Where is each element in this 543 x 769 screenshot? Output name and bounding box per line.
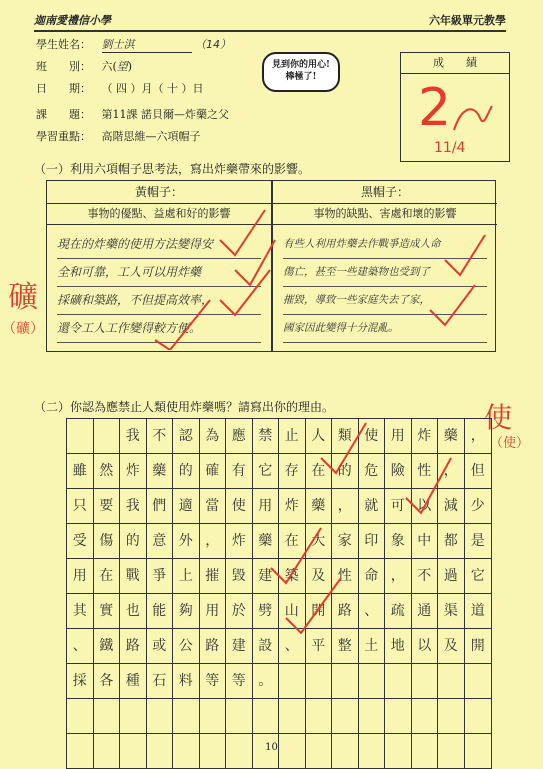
grid-cell: 藥 bbox=[306, 489, 333, 523]
yellow-line: 還令工人工作變得較方便。 bbox=[57, 315, 261, 343]
grid-cell: 渠 bbox=[438, 594, 465, 628]
grid-cell: 築 bbox=[279, 559, 306, 593]
grid-cell: 、 bbox=[359, 594, 386, 628]
grid-cell: 炸 bbox=[120, 454, 147, 488]
grid-cell: 整 bbox=[332, 629, 359, 663]
grid-cell: ， bbox=[332, 489, 359, 523]
grid-cell: 以 bbox=[412, 489, 439, 523]
grid-cell: 鐵 bbox=[94, 629, 121, 663]
grid-cell: 實 bbox=[94, 594, 121, 628]
grid-cell: 戰 bbox=[120, 559, 147, 593]
grid-cell: 我 bbox=[120, 419, 147, 453]
class-label: 班 別： bbox=[36, 60, 91, 73]
grid-cell: 用 bbox=[200, 594, 227, 628]
grid-cell bbox=[465, 699, 492, 733]
student-number: （14） bbox=[195, 38, 231, 51]
grid-cell: 存 bbox=[279, 454, 306, 488]
grid-cell: 及 bbox=[438, 629, 465, 663]
grid-cell: 只 bbox=[67, 489, 94, 523]
grid-cell: 使 bbox=[359, 419, 386, 453]
grid-cell: 禁 bbox=[253, 419, 280, 453]
grid-cell: 建 bbox=[253, 559, 280, 593]
grid-cell: 有 bbox=[226, 454, 253, 488]
grid-cell: 開 bbox=[470, 638, 485, 654]
student-name-row bbox=[36, 36, 231, 53]
grid-cell bbox=[385, 664, 412, 698]
grid-cell: 於 bbox=[226, 594, 253, 628]
grid-cell bbox=[94, 699, 121, 733]
section2-heading: （二）你認為應禁止人類使用炸藥嗎？請寫出你的理由。 bbox=[34, 400, 335, 414]
correction-shi: 使 bbox=[484, 401, 513, 434]
grid-cell: 也 bbox=[120, 594, 147, 628]
yellow-hat-subtitle: 事物的優點、益處和好的影響 bbox=[47, 203, 271, 225]
unit-title: 六年級單元教學 bbox=[429, 14, 506, 27]
grid-cell: 都 bbox=[438, 524, 465, 558]
grid-cell: ， bbox=[438, 454, 465, 488]
grid-cell: 上 bbox=[173, 559, 200, 593]
grid-cell: 減 bbox=[438, 489, 465, 523]
grid-cell: 在 bbox=[279, 524, 306, 558]
correction-kuang: 礦 bbox=[8, 280, 38, 315]
grid-cell: 險 bbox=[385, 454, 412, 488]
date-value: （ 四 ）月（ 十 ）日 bbox=[101, 82, 204, 95]
grid-cell: ， bbox=[385, 559, 412, 593]
grid-cell: 應 bbox=[226, 419, 253, 453]
correction-kuang-paren: （礦） bbox=[2, 321, 44, 337]
grid-cell: 藥 bbox=[438, 419, 465, 453]
grid-cell: 雖 bbox=[67, 454, 94, 488]
grid-cell: 確 bbox=[200, 454, 227, 488]
grid-cell: 們 bbox=[147, 489, 174, 523]
grid-cell: 大 bbox=[306, 524, 333, 558]
class-value: 望 bbox=[116, 60, 128, 73]
grid-cell: 為 bbox=[200, 419, 227, 453]
school-name: 迦南愛禮信小學 bbox=[34, 14, 111, 27]
grid-cell bbox=[173, 699, 200, 733]
grid-cell: 在 bbox=[94, 559, 121, 593]
grid-cell: 印 bbox=[359, 524, 386, 558]
yellow-line: 現在的炸藥的使用方法變得安 bbox=[57, 231, 261, 259]
grid-cell: 能 bbox=[147, 594, 174, 628]
page-number: 10 bbox=[265, 742, 278, 753]
grid-cell: 其 bbox=[67, 594, 94, 628]
grid-cell: 當 bbox=[200, 489, 227, 523]
grid-cell bbox=[306, 664, 333, 698]
grid-cell: 過 bbox=[438, 559, 465, 593]
grid-cell: 路 bbox=[120, 629, 147, 663]
grid-cell: 土 bbox=[359, 629, 386, 663]
grid-cell: 家 bbox=[332, 524, 359, 558]
section1-heading: （一）利用六項帽子思考法，寫出炸藥帶來的影響。 bbox=[34, 162, 311, 176]
grid-cell bbox=[226, 699, 253, 733]
grid-cell bbox=[306, 699, 333, 733]
grid-cell: 的 bbox=[173, 454, 200, 488]
grade-label: 成 績 bbox=[401, 53, 509, 74]
grid-cell: 類 bbox=[332, 419, 359, 453]
grid-cell bbox=[200, 699, 227, 733]
grid-cell: 少 bbox=[470, 498, 485, 514]
grid-cell: 它 bbox=[253, 454, 280, 488]
grid-cell: 傷 bbox=[94, 524, 121, 558]
grid-cell: 認 bbox=[173, 419, 200, 453]
grid-cell: 藥 bbox=[253, 524, 280, 558]
praise-sticker bbox=[262, 52, 340, 92]
grid-cell: 藥 bbox=[147, 454, 174, 488]
grid-cell: 料 bbox=[173, 664, 200, 698]
grid-cell: 受 bbox=[67, 524, 94, 558]
grid-cell: 及 bbox=[306, 559, 333, 593]
grid-cell: 路 bbox=[332, 594, 359, 628]
date-label: 日 期： bbox=[36, 82, 91, 95]
black-hat-subtitle: 事物的缺點、害處和壞的影響 bbox=[273, 203, 497, 225]
black-line: 傷亡，甚至一些建築物也受到了 bbox=[283, 259, 487, 287]
grid-cell bbox=[385, 699, 412, 733]
grid-cell: 用 bbox=[385, 419, 412, 453]
grid-cell: 劈 bbox=[253, 594, 280, 628]
grid-cell: 命 bbox=[359, 559, 386, 593]
sticker-line-2: 棒極了! bbox=[285, 72, 317, 82]
grid-cell: 中 bbox=[412, 524, 439, 558]
grid-cell: 不 bbox=[412, 559, 439, 593]
grid-cell: 炸 bbox=[279, 489, 306, 523]
focus-label: 學習重點： bbox=[36, 130, 91, 143]
grid-cell: 它 bbox=[470, 568, 485, 584]
grid-cell: 在 bbox=[306, 454, 333, 488]
grid-cell bbox=[120, 699, 147, 733]
black-line: 摧毀，導致一些家庭失去了家， bbox=[283, 287, 487, 315]
grid-cell: 外 bbox=[173, 524, 200, 558]
grid-cell: 適 bbox=[173, 489, 200, 523]
black-hat-title: 黑帽子： bbox=[360, 185, 409, 199]
student-name-value: 劉士淇 bbox=[102, 36, 192, 53]
grid-cell bbox=[438, 699, 465, 733]
date-row bbox=[36, 80, 204, 96]
grid-cell: 毀 bbox=[226, 559, 253, 593]
grid-cell bbox=[279, 699, 306, 733]
grid-cell bbox=[359, 664, 386, 698]
grid-cell: 石 bbox=[147, 664, 174, 698]
focus-row bbox=[36, 128, 201, 144]
grid-cell: 但 bbox=[470, 463, 485, 479]
grid-cell: 公 bbox=[173, 629, 200, 663]
grid-cell: 或 bbox=[147, 629, 174, 663]
grid-cell: 使 bbox=[226, 489, 253, 523]
grid-cell: 不 bbox=[147, 419, 174, 453]
grid-cell: 設 bbox=[253, 629, 280, 663]
grid-cell: 可 bbox=[385, 489, 412, 523]
grid-cell: 我 bbox=[120, 489, 147, 523]
grid-row bbox=[67, 664, 491, 699]
grid-cell: 性 bbox=[412, 454, 439, 488]
grid-cell bbox=[412, 664, 439, 698]
grid-cell: 、 bbox=[67, 629, 94, 663]
red-tick-marks bbox=[60, 200, 500, 350]
grid-cell: 炸 bbox=[412, 419, 439, 453]
grade-scribble bbox=[448, 100, 498, 140]
page-header bbox=[34, 8, 506, 32]
grid-cell: 山 bbox=[279, 594, 306, 628]
grid-cell: 用 bbox=[67, 559, 94, 593]
grid-cell: 平 bbox=[306, 629, 333, 663]
grid-cell bbox=[67, 699, 94, 733]
grid-cell: ， bbox=[200, 524, 227, 558]
black-line: 國家因此變得十分混亂。 bbox=[283, 315, 487, 343]
grid-cell: 危 bbox=[359, 454, 386, 488]
grid-cell: ， bbox=[470, 428, 485, 444]
grid-cell: 等 bbox=[226, 664, 253, 698]
grid-cell: 要 bbox=[94, 489, 121, 523]
correction-shi-paren: （使） bbox=[490, 436, 530, 451]
yellow-line: 全和可靠，工人可以用炸藥 bbox=[57, 259, 261, 287]
grid-cell: 、 bbox=[279, 629, 306, 663]
black-line: 有些人利用炸藥去作戰爭造成人命 bbox=[283, 231, 487, 259]
grid-cell: 夠 bbox=[173, 594, 200, 628]
grid-cell: 人 bbox=[306, 419, 333, 453]
grid-cell: 就 bbox=[359, 489, 386, 523]
red-grid-marks bbox=[66, 418, 490, 658]
grade-date: 11/4 bbox=[434, 140, 466, 156]
grid-cell: 疏 bbox=[385, 594, 412, 628]
grid-cell: 然 bbox=[94, 454, 121, 488]
grid-cell bbox=[147, 699, 174, 733]
lesson-label: 課 題： bbox=[36, 108, 91, 121]
grid-cell bbox=[438, 664, 465, 698]
grid-cell: 種 bbox=[120, 664, 147, 698]
grid-cell: 摧 bbox=[200, 559, 227, 593]
grid-cell: 等 bbox=[200, 664, 227, 698]
grid-cell: 意 bbox=[147, 524, 174, 558]
grid-row bbox=[67, 699, 491, 734]
grid-cell: 止 bbox=[279, 419, 306, 453]
yellow-hat-title: 黃帽子： bbox=[134, 185, 183, 199]
class-row bbox=[36, 58, 132, 74]
grid-cell bbox=[279, 664, 306, 698]
lesson-row bbox=[36, 106, 229, 122]
grid-cell: 炸 bbox=[226, 524, 253, 558]
grid-cell: 爭 bbox=[147, 559, 174, 593]
lesson-value: 第11課 諾貝爾—炸藥之父 bbox=[101, 108, 229, 121]
grid-cell: 道 bbox=[470, 603, 485, 619]
grid-cell: 。 bbox=[253, 664, 280, 698]
grid-cell bbox=[332, 699, 359, 733]
class-suffix: ) bbox=[127, 60, 133, 73]
class-prefix: 六( bbox=[101, 60, 117, 73]
grid-cell bbox=[253, 699, 280, 733]
grid-cell: 開 bbox=[306, 594, 333, 628]
grade-mark: 2 bbox=[418, 78, 452, 138]
grid-cell: 地 bbox=[385, 629, 412, 663]
student-name-label: 學生姓名： bbox=[36, 38, 91, 51]
grid-cell: 象 bbox=[385, 524, 412, 558]
grid-cell: 通 bbox=[412, 594, 439, 628]
sticker-line-1: 見到你的用心! bbox=[272, 60, 330, 70]
grid-cell: 性 bbox=[332, 559, 359, 593]
focus-value: 高階思維—六項帽子 bbox=[101, 130, 201, 143]
grid-cell bbox=[412, 699, 439, 733]
grid-cell: 路 bbox=[200, 629, 227, 663]
grid-cell: 建 bbox=[226, 629, 253, 663]
grid-cell: 採 bbox=[67, 664, 94, 698]
grid-cell: 的 bbox=[120, 524, 147, 558]
grid-cell: 的 bbox=[332, 454, 359, 488]
grid-cell: 用 bbox=[253, 489, 280, 523]
grid-cell bbox=[332, 664, 359, 698]
grid-cell: 是 bbox=[470, 533, 485, 549]
grid-cell bbox=[465, 664, 492, 698]
grid-cell: 各 bbox=[94, 664, 121, 698]
yellow-line: 採礦和築路，不但提高效率， bbox=[57, 287, 261, 315]
grid-cell bbox=[359, 699, 386, 733]
grid-cell: 以 bbox=[412, 629, 439, 663]
